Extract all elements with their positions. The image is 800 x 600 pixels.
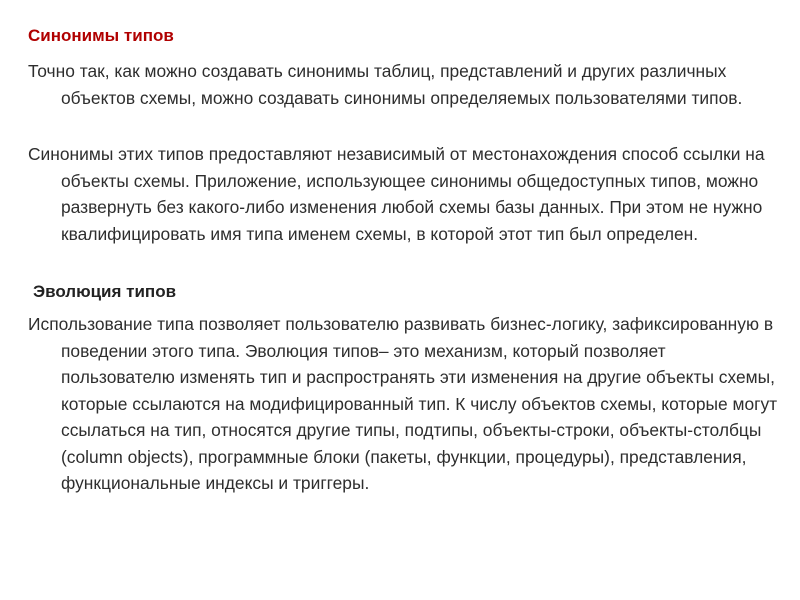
section-title-type-synonyms: Синонимы типов [28,26,174,45]
paragraph-synonyms-intro: Точно так, как можно создавать синонимы таблиц, представлений и других различных объектов схемы, можно создавать синонимы определяемых пользователями типов. [28,61,743,108]
paragraph-synonyms-details: Синонимы этих типов предоставляют независимый от местонахождения способ ссылки на объекты схемы. Приложение, использующее синонимы общедоступных типов, можно развернуть без какого-либо изменения любой схемы базы данных. При этом не нужно квалифицировать имя типа именем схемы, в которой этот тип был определен. [28,144,765,244]
section-title-type-evolution: Эволюция типов [33,282,177,301]
paragraph-type-evolution: Использование типа позволяет пользователю развивать бизнес-логику, зафиксированную в поведении этого типа. Эволюция типов– это механизм, который позволяет пользователю изменять тип и распространять эти изменения на другие объекты схемы, которые ссылаются на модифицированный тип. К числу объектов схемы, которые могут ссылаться на тип, относятся другие типы, подтипы, объекты-строки, объекты-столбцы (column objects), программные блоки (пакеты, функции, процедуры), представления, функциональные индексы и триггеры. [28,314,778,493]
